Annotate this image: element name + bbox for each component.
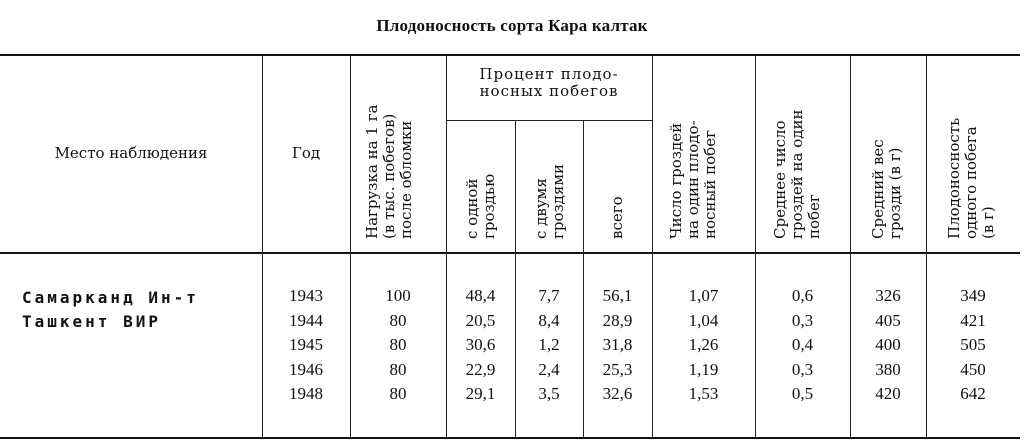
table-cell: 100 [385,286,411,305]
table-cell: 450 [960,359,986,379]
total-column [583,284,652,407]
table-cell: 642 [960,384,986,403]
table-cell: 1,2 [538,335,560,354]
table-cell: 0,4 [791,335,814,354]
table-cell: 1,53 [688,384,719,403]
table-cell: 505 [960,335,986,354]
table-cell: 405 [875,310,901,330]
table-cell: 0,6 [791,286,814,305]
table-cell: 1,19 [688,359,719,379]
table-cell: 1948 [289,384,323,403]
table-cell: 0,3 [791,310,814,330]
table-cell: 80 [389,384,407,403]
table-cell: 1945 [289,335,323,354]
table-cell: 421 [960,310,986,330]
group-rule [446,120,652,121]
table-cell: 80 [389,335,407,354]
table-cell: 31,8 [602,335,633,354]
table-cell: 32,6 [602,384,633,403]
place-name: Самарканд Ин-т [22,288,199,307]
table-cell: 1,07 [688,286,719,305]
table-cell: 7,7 [538,286,560,305]
top-rule [0,54,1020,56]
table-cell: 1944 [289,310,323,330]
fertility-table: Место наблюдения Год Процент плодо- носных побегов Нагрузка на 1 га (в тыс. побегов) после обломки с одной гроздью с двумя гроздями всего Число гроздей на один плодо- носный побег Среднее число гроздей на один побег Средний вес грозди (в г) Плодоносность одного побега (в г) Самарканд Ин-т Ташкент ВИР 1943 1944 1945 1946 1948 100 80 80 80 80 48,4 20,5 30,6 22,9 29,1 7,7 8,4 1,2 2,4 3,5 56,1 28,9 31,8 25,3 32,6 1,07 1,04 1,26 1,19 1,53 0,6 0,3 0,4 0,3 0,5 326 405 400 380 420 349 421 505 450 642 [0,54,1020,439]
table-cell: 30,6 [465,335,496,354]
table-cell: 1943 [289,286,323,305]
table-cell: 28,9 [602,310,633,330]
table-cell: 1,26 [688,335,719,354]
table-cell: 349 [960,286,986,305]
table-cell: 80 [389,310,407,330]
table-title: Плодоносность сорта Кара калтак [376,16,648,35]
table-cell: 380 [875,359,901,379]
one-cluster-column [446,284,515,407]
table-cell: 1946 [289,359,323,379]
table-cell: 400 [875,335,901,354]
year-column [262,284,350,407]
table-cell: 0,3 [791,359,814,379]
table-cell: 20,5 [465,310,496,330]
header-year: Год [291,144,321,162]
table-cell: 48,4 [465,286,496,305]
table-cell: 25,3 [602,359,633,379]
avg-weight-column [850,284,926,407]
table-cell: 3,5 [538,384,560,403]
header-place: Место наблюдения [54,144,208,162]
header-rule [0,252,1020,254]
table-cell: 8,4 [538,310,560,330]
table-cell: 80 [389,359,407,379]
two-clusters-column [515,284,583,407]
fertility-column [926,284,1020,407]
load-column [350,284,446,407]
table-cell: 29,1 [465,384,496,403]
table-cell: 22,9 [465,359,496,379]
table-cell: 0,5 [791,384,814,403]
table-cell: 2,4 [538,359,560,379]
per-fruiting-column [652,284,755,407]
place-name: Ташкент ВИР [22,312,161,331]
table-cell: 1,04 [688,310,719,330]
table-cell: 326 [875,286,901,305]
table-cell: 56,1 [602,286,633,305]
avg-clusters-column [755,284,850,407]
table-cell: 420 [875,384,901,403]
bottom-rule [0,437,1020,439]
header-percent-group: Процент плодо- носных побегов [479,65,619,100]
